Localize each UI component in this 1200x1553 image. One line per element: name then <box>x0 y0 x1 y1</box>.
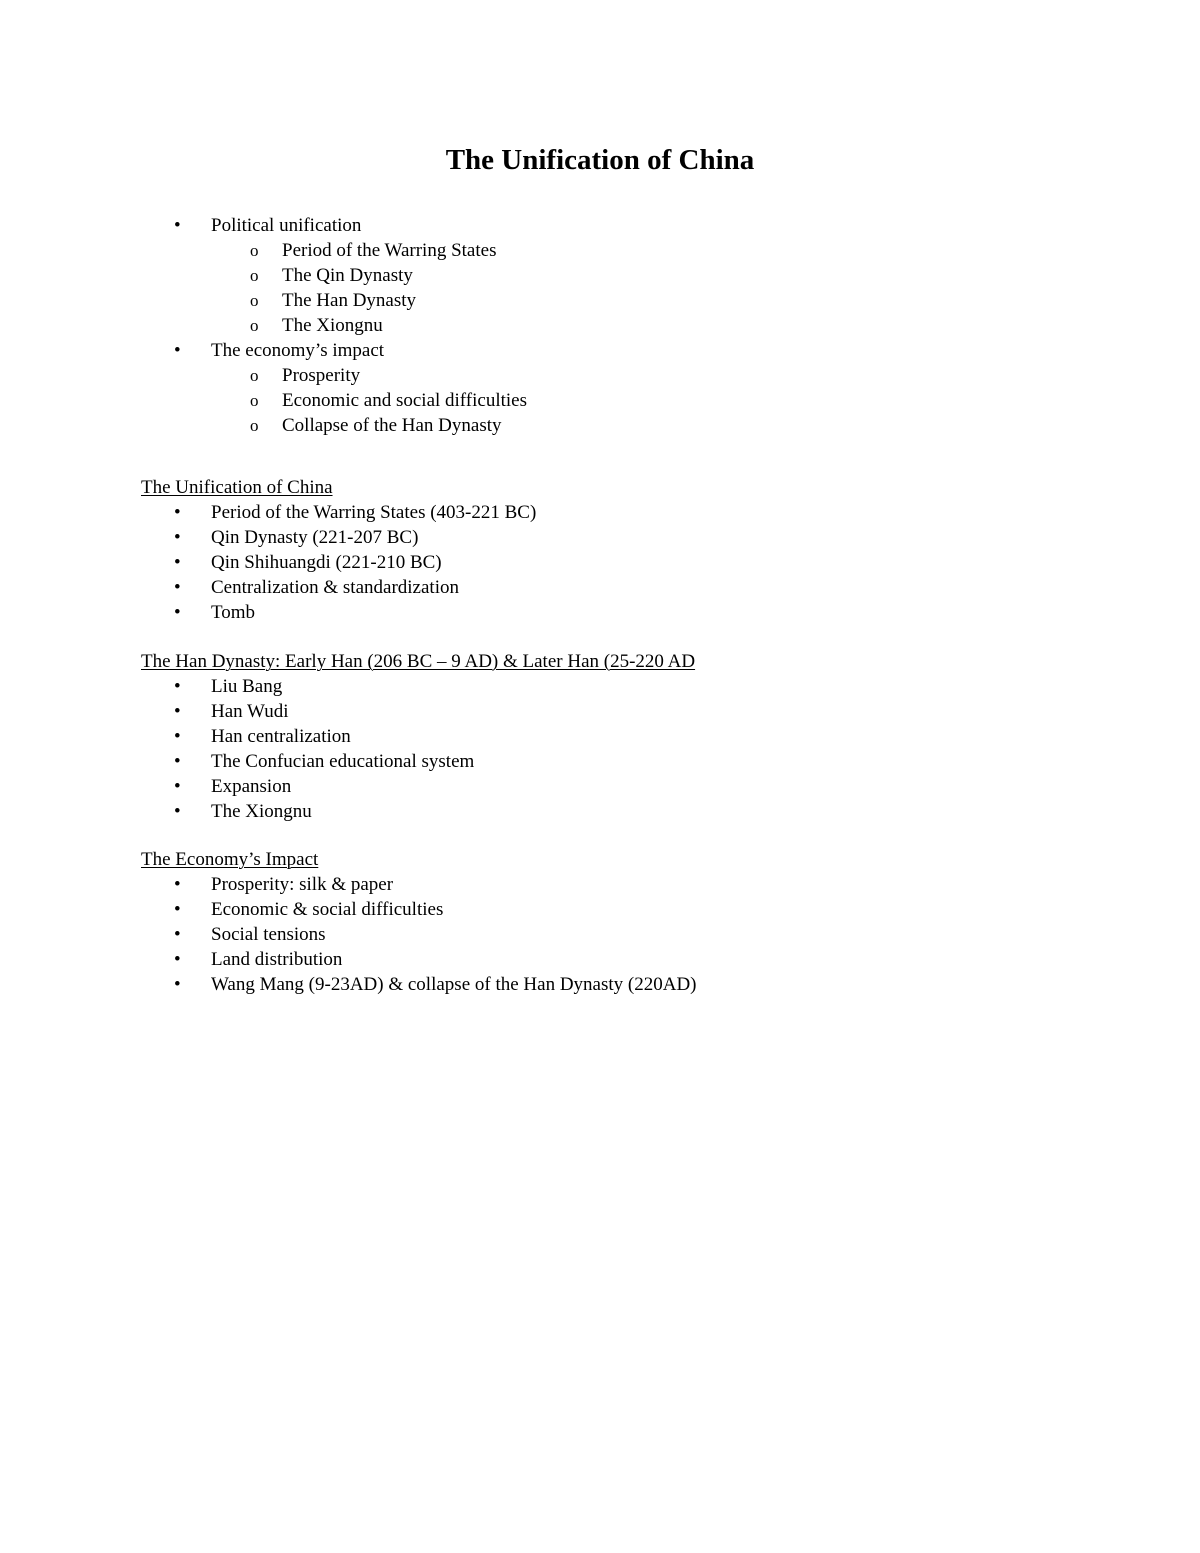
list-item-label: Han Wudi <box>211 701 289 722</box>
outline-subitem-label: Period of the Warring States <box>282 240 497 261</box>
list-item-label: The Confucian educational system <box>211 751 475 772</box>
list-item <box>141 500 537 525</box>
outline-subitem-label: Prosperity <box>282 365 361 386</box>
list-item-label: Social tensions <box>211 924 326 945</box>
document-title: The Unification of China <box>445 144 755 176</box>
list-item <box>141 749 695 774</box>
outline-subitem-label: Collapse of the Han Dynasty <box>282 415 502 436</box>
list-item-label: Period of the Warring States (403-221 BC) <box>211 502 537 523</box>
circle-bullet-icon: o <box>250 316 259 335</box>
bullet-icon: • <box>174 924 181 945</box>
list-item-label: Prosperity: silk & paper <box>211 874 394 895</box>
section-heading <box>141 649 695 674</box>
list-item <box>141 972 697 997</box>
list-item <box>141 699 695 724</box>
circle-bullet-icon: o <box>250 241 259 260</box>
bullet-icon: • <box>174 215 181 236</box>
list-item <box>141 674 695 699</box>
list-item-label: Land distribution <box>211 949 343 970</box>
circle-bullet-icon: o <box>250 391 259 410</box>
section-heading-text: The Unification of China <box>141 477 333 498</box>
circle-bullet-icon: o <box>250 416 259 435</box>
outline-subitem-label: Economic and social difficulties <box>282 390 527 411</box>
section-heading <box>141 847 318 872</box>
list-item <box>141 799 695 824</box>
list-item <box>141 897 444 922</box>
list-item <box>141 947 343 972</box>
circle-bullet-icon: o <box>250 291 259 310</box>
bullet-icon: • <box>174 801 181 822</box>
bullet-icon: • <box>174 577 181 598</box>
bullet-icon: • <box>174 974 181 995</box>
bullet-icon: • <box>174 726 181 747</box>
bullet-icon: • <box>174 502 181 523</box>
list-item-label: Qin Shihuangdi (221-210 BC) <box>211 552 442 573</box>
section-heading-text: The Economy’s Impact <box>141 849 319 870</box>
list-item-label: Han centralization <box>211 726 351 747</box>
list-item-label: Qin Dynasty (221-207 BC) <box>211 527 419 548</box>
bullet-icon: • <box>174 899 181 920</box>
bullet-icon: • <box>174 874 181 895</box>
bullet-icon: • <box>174 776 181 797</box>
bullet-icon: • <box>174 527 181 548</box>
list-item-label: Economic & social difficulties <box>211 899 444 920</box>
section-economy-impact <box>141 847 697 997</box>
outline-subitem-label: The Han Dynasty <box>282 290 417 311</box>
section-heading <box>141 475 333 500</box>
list-item-label: Wang Mang (9-23AD) & collapse of the Han Dynasty (220AD) <box>211 974 697 995</box>
circle-bullet-icon: o <box>250 366 259 385</box>
list-item <box>141 922 326 947</box>
bullet-icon: • <box>174 552 181 573</box>
bullet-icon: • <box>174 602 181 623</box>
bullet-icon: • <box>174 949 181 970</box>
outline-item-label: Political unification <box>211 215 362 236</box>
bullet-icon: • <box>174 676 181 697</box>
outline-subitem-label: The Xiongnu <box>282 315 383 336</box>
bullet-icon: • <box>174 751 181 772</box>
list-item <box>141 550 442 575</box>
list-item-label: Centralization & standardization <box>211 577 459 598</box>
bullet-icon: • <box>174 701 181 722</box>
section-heading-text: The Han Dynasty: Early Han (206 BC – 9 AD) & Later Han (25-220 AD <box>141 651 696 672</box>
section-han-dynasty <box>141 649 695 824</box>
list-item <box>141 724 695 749</box>
bullet-icon: • <box>174 340 181 361</box>
list-item <box>141 525 419 550</box>
list-item <box>141 575 459 600</box>
list-item <box>141 872 394 897</box>
list-item-label: Tomb <box>211 602 256 623</box>
circle-bullet-icon: o <box>250 266 259 285</box>
list-item <box>141 774 695 799</box>
outline-item-label: The economy’s impact <box>211 340 385 361</box>
list-item-label: Expansion <box>211 776 292 797</box>
list-item <box>141 600 333 625</box>
outline-subitem-label: The Qin Dynasty <box>282 265 413 286</box>
list-item-label: Liu Bang <box>211 676 283 697</box>
section-unification <box>141 475 537 625</box>
list-item-label: The Xiongnu <box>211 801 312 822</box>
